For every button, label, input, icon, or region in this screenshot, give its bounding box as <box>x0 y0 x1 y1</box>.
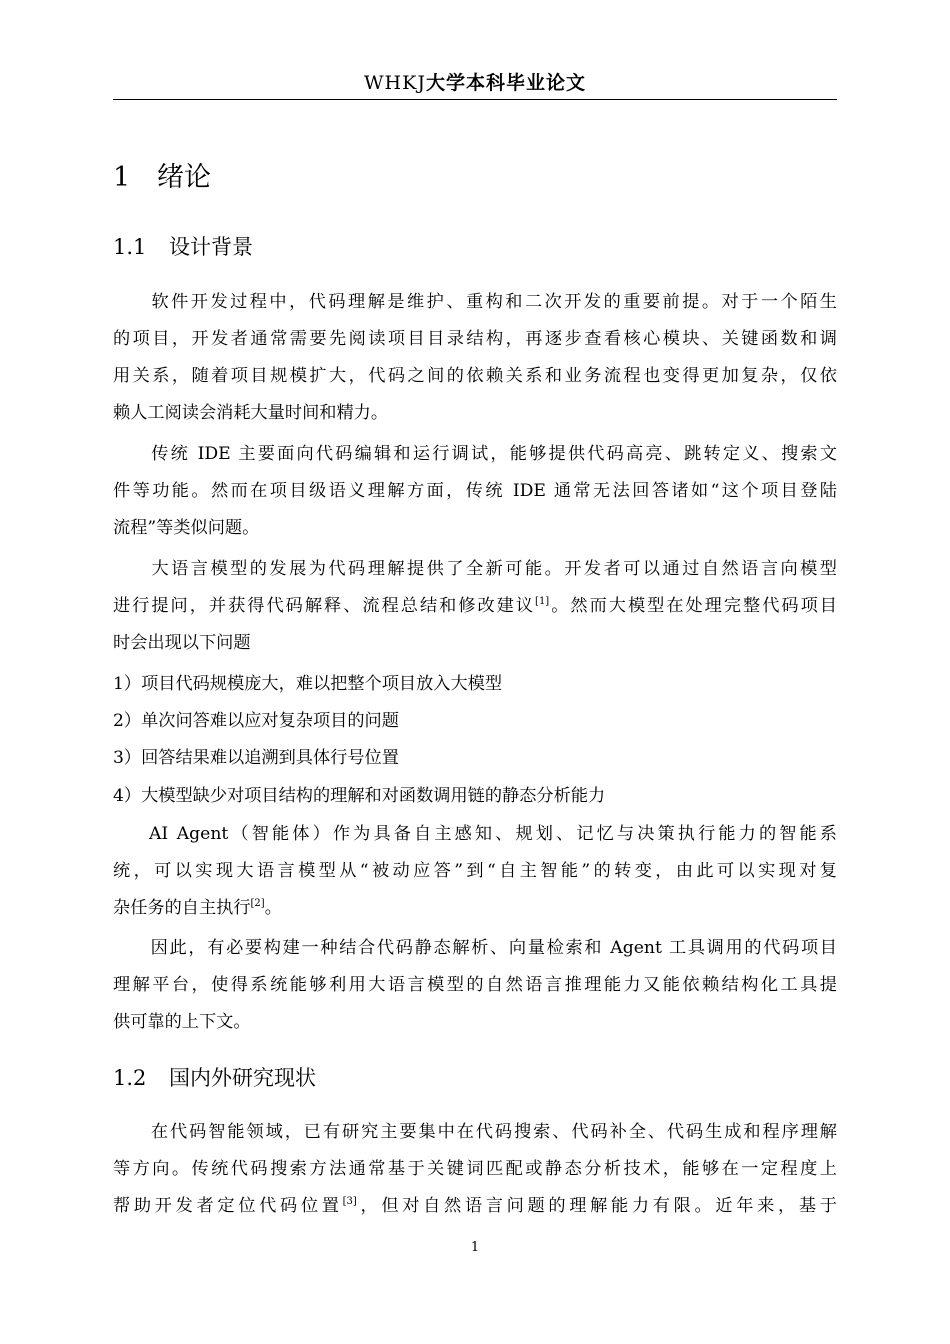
paragraph <box>113 816 837 927</box>
paragraph-line: 用关系，随着项目规模扩大，代码之间的依赖关系和业务流程也变得更加复杂，仅依 <box>113 366 837 386</box>
paragraph-line: AI Agent（智能体）作为具备自主感知、规划、记忆与决策执行能力的智能系 <box>149 824 837 844</box>
paragraph <box>113 930 837 1041</box>
paragraph-line: 供可靠的上下文。 <box>113 1012 251 1032</box>
paragraph-line: 大语言模型的发展为代码理解提供了全新可能。开发者可以通过自然语言向模型 <box>149 559 837 579</box>
header-school: 大学本科毕业论文 <box>425 72 586 94</box>
header-rule <box>113 99 837 100</box>
paragraph-line: 等方向。传统代码搜索方法通常基于关键词匹配或静态分析技术，能够在一定程度上 <box>113 1159 837 1179</box>
list-item: 1）项目代码规模庞大，难以把整个项目放入大模型 <box>113 674 503 694</box>
header-prefix: WHKJ <box>364 72 426 94</box>
page-number: 1 <box>470 1240 480 1255</box>
list-item: 3）回答结果难以追溯到具体行号位置 <box>113 748 399 768</box>
paragraph <box>113 284 837 432</box>
paragraph-line: 传统 IDE 主要面向代码编辑和运行调试，能够提供代码高亮、跳转定义、搜索文 <box>149 444 837 464</box>
section-title-1-2 <box>113 1063 316 1093</box>
running-header <box>113 70 837 96</box>
section-number: 1.2 <box>113 1066 147 1090</box>
paragraph-line: 统，可以实现大语言模型从“被动应答”到“自主智能”的转变，由此可以实现对复 <box>113 861 837 881</box>
paragraph-line: 因此，有必要构建一种结合代码静态解析、向量检索和 Agent 工具调用的代码项目 <box>149 938 837 958</box>
section-number: 1.1 <box>113 235 147 259</box>
paragraph-line: 在代码智能领域，已有研究主要集中在代码搜索、代码补全、代码生成和程序理解 <box>149 1122 837 1142</box>
paragraph-line: 杂任务的自主执行[2]。 <box>113 898 282 918</box>
paragraph-line: 帮助开发者定位代码位置[3]，但对自然语言问题的理解能力有限。近年来，基于 <box>113 1196 837 1216</box>
section-name: 国内外研究现状 <box>169 1066 316 1090</box>
paragraph-line: 软件开发过程中，代码理解是维护、重构和二次开发的重要前提。对于一个陌生 <box>149 292 837 312</box>
paragraph-line: 进行提问，并获得代码解释、流程总结和修改建议[1]。然而大模型在处理完整代码项目 <box>113 596 837 616</box>
paragraph <box>113 436 837 547</box>
paragraph-line: 流程”等类似问题。 <box>113 518 260 538</box>
citation-ref: [2] <box>250 898 265 909</box>
paragraph-line: 时会出现以下问题 <box>113 633 251 653</box>
paragraph <box>113 551 837 662</box>
section-name: 设计背景 <box>169 235 253 259</box>
list-item: 4）大模型缺少对项目结构的理解和对函数调用链的静态分析能力 <box>113 786 606 806</box>
paragraph-line: 赖人工阅读会消耗大量时间和精力。 <box>113 403 389 423</box>
chapter-title <box>113 160 211 196</box>
section-title-1-1 <box>113 232 253 262</box>
paragraph-line: 的项目，开发者通常需要先阅读项目目录结构，再逐步查看核心模块、关键函数和调 <box>113 329 837 349</box>
chapter-name: 绪论 <box>157 162 211 193</box>
citation-ref: [1] <box>535 596 550 607</box>
paragraph <box>113 1114 837 1225</box>
list-item: 2）单次问答难以应对复杂项目的问题 <box>113 711 399 731</box>
chapter-number: 1 <box>113 162 131 193</box>
citation-ref: [3] <box>342 1196 357 1207</box>
paragraph-line: 件等功能。然而在项目级语义理解方面，传统 IDE 通常无法回答诸如“这个项目登陆 <box>113 481 837 501</box>
paragraph-line: 理解平台，使得系统能够利用大语言模型的自然语言推理能力又能依赖结构化工具提 <box>113 975 837 995</box>
